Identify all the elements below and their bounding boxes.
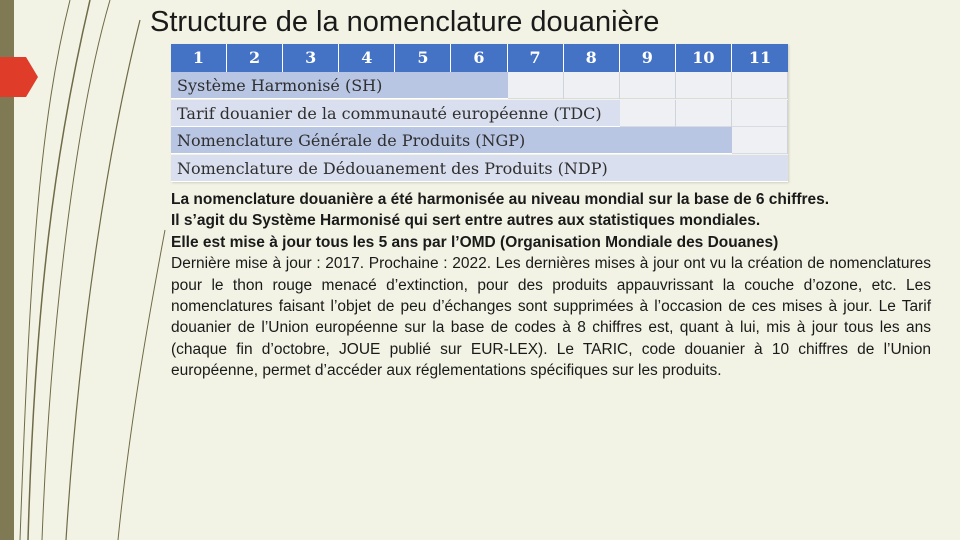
table-column-header: 8 — [564, 44, 620, 72]
table-empty-cell — [564, 72, 620, 99]
body-text — [171, 189, 931, 382]
table-empty-cell — [732, 127, 788, 154]
table-row-label: Système Harmonisé (SH) — [177, 76, 383, 95]
table-row — [171, 127, 732, 154]
table-row-label: Nomenclature Générale de Produits (NGP) — [177, 131, 526, 150]
table-row — [171, 72, 508, 99]
table-row — [171, 155, 788, 182]
table-column-header: 5 — [395, 44, 451, 72]
table-column-header: 9 — [620, 44, 676, 72]
table-empty-cells — [620, 100, 788, 127]
table-column-header: 11 — [748, 48, 772, 67]
table-row-label: Nomenclature de Dédouanement des Produits (NDP) — [177, 158, 608, 178]
table-empty-cells — [508, 72, 788, 99]
table-header-row — [171, 44, 788, 72]
nomenclature-table — [171, 44, 788, 182]
slide-title: Structure de la nomenclature douanière — [150, 6, 660, 38]
table-empty-cell — [732, 72, 788, 99]
table-column-header: 4 — [339, 44, 395, 72]
table-row-label: Tarif douanier de la communauté européenne (TDC) — [177, 103, 602, 123]
table-column-header: 6 — [452, 44, 508, 72]
table-column-header: 3 — [283, 44, 339, 72]
table-empty-cell — [508, 72, 564, 99]
red-arrow-tab — [0, 57, 38, 97]
statement-line-1: La nomenclature douanière a été harmonisée au niveau mondial sur la base de 6 chiffres. — [171, 191, 830, 208]
table-column-header: 1 — [171, 44, 227, 72]
table-empty-cell — [676, 100, 732, 127]
table-empty-cell — [676, 72, 732, 99]
details-paragraph: Dernière mise à jour : 2017. Prochaine : 2022. Les dernières mises à jour ont vu la création de nomenclatures pour le thon rouge menacé d’extinction, pour des produits appauvrissant la couche d’ozone, etc. Les nomenclatures faisant l’objet de peu d’échanges sont supprimées à l’occasion de ces mises à jour. Le Tarif douanier de l’Union européenne sur la base de codes à 8 chiffres est, quant à lui, mis à jour tous les ans (chaque fin d’octobre, JOUE publié sur EUR-LEX). Le TARIC, code douanier à 10 chiffres de l’Union européenne, permet d’accéder aux réglementations spécifiques sur les produits. — [171, 255, 931, 380]
table-empty-cells — [732, 127, 788, 154]
statement-line-2: Il s’agit du Système Harmonisé qui sert entre autres aux statistiques mondiales. — [171, 212, 761, 230]
table-empty-cell — [620, 100, 676, 127]
table-row — [171, 100, 620, 127]
table-column-header: 7 — [508, 44, 564, 72]
statement-line-3: Elle est mise à jour tous les 5 ans par l’OMD (Organisation Mondiale des Douanes) — [171, 233, 779, 251]
table-column-header: 10 — [676, 44, 732, 72]
table-column-header: 2 — [227, 44, 283, 72]
table-empty-cell — [620, 72, 676, 99]
table-empty-cell — [732, 100, 788, 127]
